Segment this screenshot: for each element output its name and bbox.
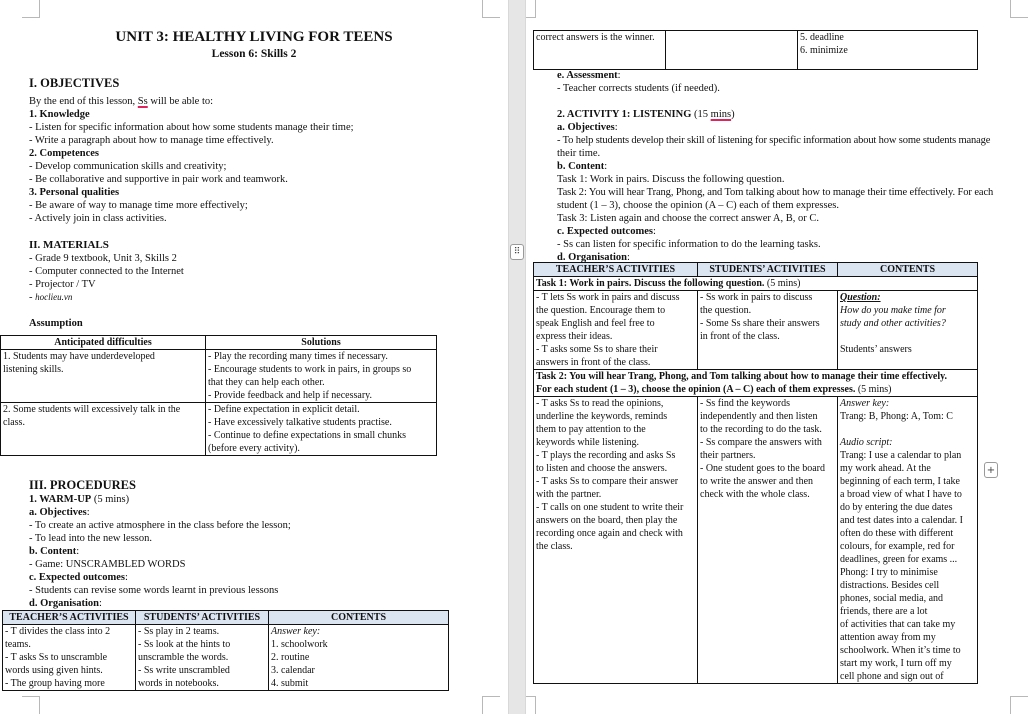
procedures-heading: III. PROCEDURES (29, 478, 136, 492)
text-line: Trang: I use a calendar to plan (840, 450, 962, 461)
text-line: e. Assessment (557, 70, 618, 81)
crop-mark (482, 696, 500, 714)
crop-mark (1010, 696, 1028, 714)
column-header: CONTENTS (269, 611, 449, 625)
text-line: unscramble the words. (138, 652, 229, 663)
text-line: Task 2: You will hear Trang, Phong, and Tom talking about how to manage their time effectively. (536, 371, 948, 382)
text-line: 2. ACTIVITY 1: LISTENING (557, 109, 692, 120)
page-right (526, 0, 1036, 714)
text-line: recording once again and check with (536, 528, 683, 539)
warmup-outcomes-label: c. Expected outcomes: (29, 572, 128, 583)
warmup-content-label: b. Content: (29, 546, 80, 557)
text-line: Task 2: You will hear Trang, Phong, and Tom talking about how to manage their time effectively. For each (557, 187, 994, 198)
text-line: 6. minimize (800, 45, 848, 56)
document-title: UNIT 3: HEALTHY LIVING FOR TEENS (115, 29, 393, 45)
text-line: - Ss compare the answers with (700, 437, 822, 448)
competences-heading: 2. Competences (29, 148, 99, 159)
text-line: 4. submit (271, 678, 309, 689)
text-line: - T asks Ss to read the opinions, (536, 398, 664, 409)
text-line: their time. (557, 148, 601, 159)
text-line: (5 mins) (764, 278, 801, 289)
text-line: them to pay attention to the (536, 424, 646, 435)
text-line: Audio script: (840, 437, 893, 448)
text-line: attention away from my (840, 632, 936, 643)
text-line: words using given hints. (5, 665, 103, 676)
text-line: How do you make time for (840, 305, 946, 316)
text-line: Phong: I try to minimise (840, 567, 938, 578)
warmup-heading (29, 493, 469, 506)
text-line: teams. (5, 639, 31, 650)
text-line: - T calls on one student to write their (536, 502, 684, 513)
text-line: - Teacher corrects students (if needed). (557, 83, 720, 94)
page-left (0, 0, 508, 714)
assumption-heading: Assumption (29, 318, 83, 329)
text-line: answers on the board, then play the (536, 515, 678, 526)
column-header: Solutions (206, 336, 437, 350)
text-line: - Play the recording many times if necessary. (208, 351, 388, 362)
text-line: with the partner. (536, 489, 602, 500)
text-line: 2. Some students will excessively talk in the (3, 404, 181, 415)
text-line: words in notebooks. (138, 678, 219, 689)
text-line: 2. routine (271, 652, 310, 663)
text-line: a broad view of what I have to (840, 489, 962, 500)
crop-mark (526, 696, 536, 714)
knowledge-item: - Listen for specific information about how some students manage their time; (29, 122, 354, 133)
text-line: Answer key: (271, 626, 321, 637)
page-gutter (508, 0, 526, 714)
text-line: Task 1: Work in pairs. Discuss the following question. (536, 278, 765, 289)
text-line: student (1 – 3), choose the opinion (A – C) each of them expresses. (557, 200, 839, 211)
text-line: independently and then listen (700, 411, 818, 422)
text-line: - To help students develop their skill of listening for specific information about how some students manage (557, 135, 991, 146)
text-line: a. Objectives (557, 122, 615, 133)
text-line: and test dates into a calendar. I (840, 515, 964, 526)
column-header: TEACHER’S ACTIVITIES (534, 263, 698, 277)
text-line: - One student goes to the board (700, 463, 825, 474)
text-line: Task 1: Work in pairs. Discuss the following question. (557, 174, 785, 185)
text-line: schoolwork. When it’s time to (840, 645, 961, 656)
text-line: d. Organisation (29, 598, 100, 609)
text-line: (5 mins) (91, 494, 130, 505)
table-row (1, 403, 437, 456)
text-line: cell phone and sign out of (840, 671, 944, 682)
text-line: b. Content (29, 546, 77, 557)
text-line: 1. schoolwork (271, 639, 328, 650)
text-line: in front of the class. (700, 331, 780, 342)
text-line: - T plays the recording and asks Ss (536, 450, 676, 461)
text-line: my work ahead. At the (840, 463, 931, 474)
warmup-objectives-label: a. Objectives: (29, 507, 90, 518)
table-row (3, 625, 449, 691)
text-line: the class. (536, 541, 573, 552)
text-line: the question. Encourage them to (536, 305, 666, 316)
activity1-table (533, 262, 978, 684)
text-line: - Ss look at the hints to (138, 639, 231, 650)
text-line: Ss (137, 96, 148, 107)
text-line: - Ss write unscrambled (138, 665, 230, 676)
knowledge-item: - Write a paragraph about how to manage time effectively. (29, 135, 274, 146)
text-line: b. Content (557, 161, 605, 172)
text-line: - Students can revise some words learnt in previous lessons (29, 585, 279, 596)
text-line: - Encourage students to work in pairs, in groups so (208, 364, 412, 375)
text-line: - To create an active atmosphere in the class before the lesson; (29, 520, 291, 531)
text-line: class. (3, 417, 25, 428)
text-line: (5 mins) (855, 384, 892, 395)
add-row-icon[interactable]: + (984, 462, 998, 478)
task2-row (534, 370, 978, 397)
text-line: often do these with different (840, 528, 954, 539)
column-header: STUDENTS’ ACTIVITIES (136, 611, 269, 625)
text-line: - Provide feedback and help if necessary. (208, 390, 373, 401)
table-move-handle-icon[interactable]: ⠿ (510, 244, 524, 260)
competence-item: - Be collaborative and supportive in pair work and teamwork. (29, 174, 288, 185)
text-line: c. Expected outcomes (557, 226, 653, 237)
text-line: - Ss find the keywords (700, 398, 790, 409)
text-line: correct answers is the winner. (536, 32, 655, 43)
warmup-table-continued (533, 30, 978, 70)
activity1-section: 2. ACTIVITY 1: LISTENING (15 mins) a. Objectives: - To help students develop their skill of listening for specific information about how some students manage their time. b. Content: Task 1: Work in pairs. Discuss the following question. Task 2: You will hear Trang, Phong, and Tom talking about how to manage their time effectively. For each student (1 – 3), choose the opinion (A – C) each of them expresses. Task 3: Listen again and choose the correct answer A, B, or C. c. Expected outcomes: - Ss can listen for specific information to do the learning tasks. d. Organisation: (557, 108, 1027, 264)
material-item: - Projector / TV (29, 279, 96, 290)
text-line: - T asks Ss to compare their answer (536, 476, 679, 487)
text-line: - Have excessively talkative students practise. (208, 417, 392, 428)
text-line: speak English and feel free to (536, 318, 655, 329)
task1-row (534, 277, 978, 291)
text-line: ) (731, 109, 735, 120)
qualities-heading: 3. Personal qualities (29, 187, 120, 198)
text-line: express their ideas. (536, 331, 613, 342)
text-line: 3. calendar (271, 665, 315, 676)
text-line: 5. deadline (800, 32, 844, 43)
competence-item: - Develop communication skills and creativity; (29, 161, 227, 172)
text-line: c. Expected outcomes (29, 572, 125, 583)
text-line: deadlines, green for exams ... (840, 554, 958, 565)
text-line: - T lets Ss work in pairs and discuss (536, 292, 680, 303)
warmup-organisation-label: d. Organisation: (29, 598, 102, 609)
text-line: colours, for example, red for (840, 541, 955, 552)
text-line: that they can help each other. (208, 377, 325, 388)
text-line: underline the keywords, reminds (536, 411, 668, 422)
text-line: phones, social media, and (840, 593, 944, 604)
assessment-section: e. Assessment: - Teacher corrects students (if needed). (557, 69, 1027, 95)
text-line: the question. (700, 305, 752, 316)
text-line: check with the whole class. (700, 489, 810, 500)
text-line: - Ss play in 2 teams. (138, 626, 220, 637)
material-item: - Computer connected to the Internet (29, 266, 184, 277)
text-line: do by entering the due dates (840, 502, 953, 513)
warmup-table (2, 610, 449, 691)
text-line: d. Organisation (557, 252, 628, 263)
knowledge-heading: 1. Knowledge (29, 109, 90, 120)
crop-mark (482, 0, 500, 18)
assumption-table (0, 335, 437, 456)
objectives-heading: I. OBJECTIVES (29, 76, 120, 90)
text-line: - T asks Ss to unscramble (5, 652, 108, 663)
text-line: listening skills. (3, 364, 64, 375)
text-line: Students’ answers (840, 344, 912, 355)
text-line: - To lead into the new lesson. (29, 533, 153, 544)
table-row (534, 31, 978, 70)
text-line: - Game: UNSCRAMBLED WORDS (29, 559, 186, 570)
text-line: answers in front of the class. (536, 357, 651, 368)
text-line: keywords while listening. (536, 437, 640, 448)
text-line: a. Objectives (29, 507, 87, 518)
text-line: - T asks some Ss to share their (536, 344, 658, 355)
text-line: - (29, 292, 36, 303)
text-line: will be able to: (147, 96, 214, 107)
text-line: - Continue to define expectations in small chunks (208, 430, 407, 441)
text-line: 1. WARM-UP (29, 494, 92, 505)
text-line: By the end of this lesson, (29, 96, 138, 107)
text-line: friends, there are a lot (840, 606, 928, 617)
text-line: - Ss work in pairs to discuss (700, 292, 813, 303)
text-line: of activities that can take my (840, 619, 956, 630)
objectives-section (29, 76, 469, 225)
text-line: 1. Students may have underdeveloped (3, 351, 155, 362)
text-line: to the recording to do the task. (700, 424, 822, 435)
text-line: mins (710, 109, 732, 120)
column-header: Anticipated difficulties (1, 336, 206, 350)
text-line: Trang: B, Phong: A, Tom: C (840, 411, 953, 422)
text-line: Answer key: (840, 398, 890, 409)
crop-mark (22, 696, 40, 714)
material-item (29, 291, 469, 304)
column-header: CONTENTS (838, 263, 978, 277)
text-line: Task 3: Listen again and choose the correct answer A, B, or C. (557, 213, 819, 224)
document-subtitle: Lesson 6: Skills 2 (211, 48, 297, 60)
text-line: to listen and choose the answers. (536, 463, 668, 474)
quality-item: - Be aware of way to manage time more effectively; (29, 200, 248, 211)
text-line: distractions. Besides cell (840, 580, 940, 591)
column-header: TEACHER’S ACTIVITIES (3, 611, 136, 625)
quality-item: - Actively join in class activities. (29, 213, 167, 224)
materials-section (29, 239, 469, 330)
table-row (1, 350, 437, 403)
crop-mark (526, 0, 536, 18)
text-line: their partners. (700, 450, 756, 461)
column-header: STUDENTS’ ACTIVITIES (698, 263, 838, 277)
text-line: beginning of each term, I take (840, 476, 960, 487)
table-row (534, 291, 978, 370)
text-line: (15 (691, 109, 711, 120)
materials-heading: II. MATERIALS (29, 239, 109, 251)
hoclieu-link[interactable]: hoclieu.vn (35, 292, 73, 302)
text-line: (before every activity). (208, 443, 300, 454)
text-line: to write the answer and then (700, 476, 814, 487)
procedures-section (29, 478, 469, 610)
crop-mark (1010, 0, 1028, 18)
table-row (534, 397, 978, 684)
objectives-intro (29, 95, 469, 108)
text-line: study and other activities? (840, 318, 946, 329)
text-line: For each student (1 – 3), choose the opinion (A – C) each of them expresses. (536, 384, 856, 395)
text-line: - Some Ss share their answers (700, 318, 820, 329)
crop-mark (22, 0, 40, 18)
text-line: - Define expectation in explicit detail. (208, 404, 360, 415)
text-line: - Ss can listen for specific information to do the learning tasks. (557, 239, 821, 250)
text-line: start my work, I turn off my (840, 658, 952, 669)
material-item: - Grade 9 textbook, Unit 3, Skills 2 (29, 253, 177, 264)
text-line: - The group having more (5, 678, 105, 689)
text-line: Question: (840, 292, 881, 303)
activity1-heading (557, 108, 1027, 121)
text-line: - T divides the class into 2 (5, 626, 111, 637)
